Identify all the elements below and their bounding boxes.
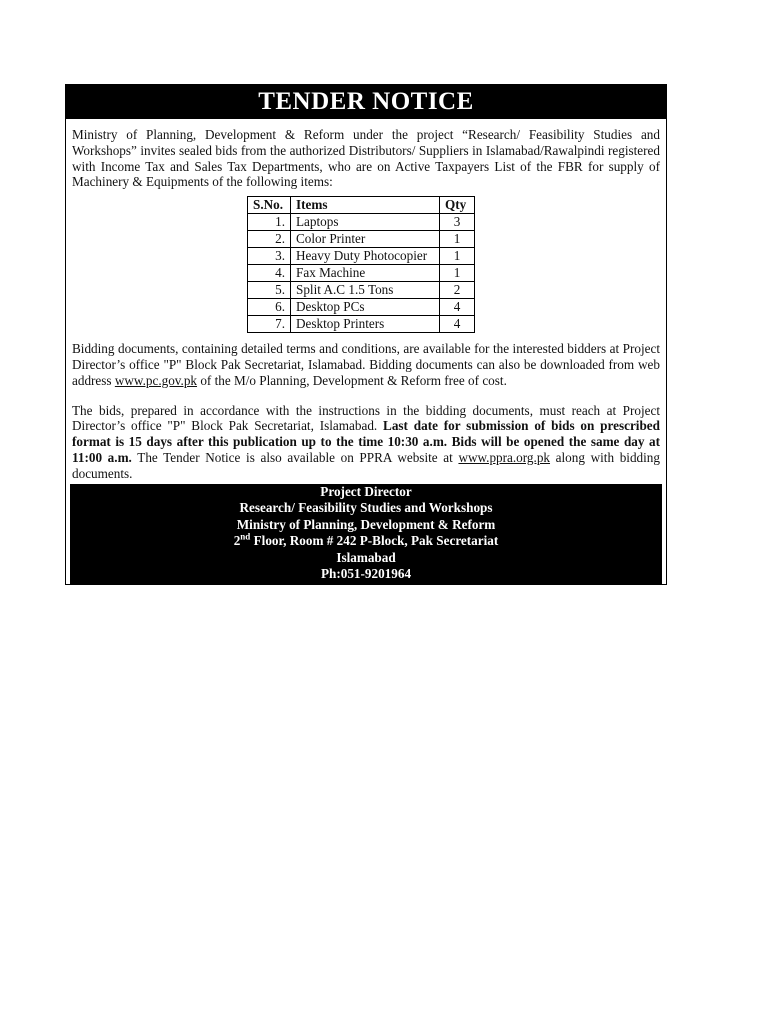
cell-item: Desktop PCs (291, 299, 440, 316)
table-row (248, 248, 475, 265)
contact-address (70, 533, 662, 550)
notice-title: TENDER NOTICE (66, 85, 666, 119)
contact-ministry: Ministry of Planning, Development & Reform (236, 516, 496, 532)
contact-title: Project Director (320, 483, 412, 499)
table-row (248, 265, 475, 282)
table-row (248, 282, 475, 299)
submission-paragraph (72, 403, 660, 482)
table-row (248, 214, 475, 231)
table-row (248, 299, 475, 316)
cell-sno: 5. (248, 282, 291, 299)
table-row (248, 231, 475, 248)
contact-project: Research/ Feasibility Studies and Workshops (239, 500, 493, 516)
bidding-docs-text: Bidding documents, containing detailed terms and conditions, are available for the interested bidders at Project Director’s office "P" Block Pak Secretariat, Islamabad. Bidding documents can also be downloaded from web address (72, 341, 660, 388)
cell-sno: 2. (248, 231, 291, 248)
cell-sno: 3. (248, 248, 291, 265)
bidding-documents-paragraph (72, 341, 660, 388)
cell-qty: 1 (440, 231, 475, 248)
cell-item: Color Printer (291, 231, 440, 248)
intro-lead: Ministry of Planning, Development & Reform under the project (72, 127, 454, 142)
contact-phone: Ph:051-9201964 (320, 566, 412, 582)
cell-item: Fax Machine (291, 265, 440, 282)
cell-qty: 4 (440, 316, 475, 333)
contact-footer (70, 484, 662, 584)
contact-city: Islamabad (336, 549, 396, 565)
cell-qty: 2 (440, 282, 475, 299)
cell-qty: 3 (440, 214, 475, 231)
ppra-link[interactable]: www.ppra.org.pk (458, 449, 551, 465)
tender-notice (65, 84, 667, 585)
items-table (247, 196, 475, 333)
cell-item: Laptops (291, 214, 440, 231)
bidding-docs-text-end: of the M/o Planning, Development & Reform free of cost. (197, 372, 507, 388)
cell-sno: 4. (248, 265, 291, 282)
floor-number: 2 (233, 533, 241, 549)
header-sno: S.No. (248, 197, 291, 214)
submission-text: The bids, prepared in accordance with the instructions in the bidding documents, must reach at Project Director’s office "P" Block Pak Secretariat, Islamabad. (72, 402, 660, 434)
cell-qty: 1 (440, 248, 475, 265)
cell-item: Split A.C 1.5 Tons (291, 282, 440, 299)
header-qty: Qty (440, 197, 475, 214)
cell-item: Desktop Printers (291, 316, 440, 333)
submission-ppra-text: The Tender Notice is also available on PPRA website at (131, 449, 459, 465)
table-header-row (248, 197, 475, 214)
cell-sno: 7. (248, 316, 291, 333)
intro-paragraph (72, 127, 660, 190)
table-row (248, 316, 475, 333)
floor-address: Floor, Room # 242 P-Block, Pak Secretariat (250, 533, 499, 549)
cell-qty: 4 (440, 299, 475, 316)
floor-suffix: nd (240, 531, 251, 542)
intro-rest: “Research/ Feasibility Studies and Workshops” invites sealed bids from the authorized Distributors/ Suppliers in Islamabad/Rawalpindi registered with Income Tax and Sales Tax Departments, who are on Active Taxpayers List of the FBR for supply of Machinery & Equipments of the following items: (72, 127, 660, 190)
submission-deadline: Last date for submission of bids on prescribed format is 15 days after this publication up to the time 10:30 a.m. Bids will be opened the same day at 11:00 a.m. (72, 418, 660, 465)
submission-text-end: along with bidding documents. (72, 449, 660, 481)
cell-sno: 1. (248, 214, 291, 231)
cell-sno: 6. (248, 299, 291, 316)
cell-qty: 1 (440, 265, 475, 282)
header-items: Items (291, 197, 440, 214)
pc-gov-link[interactable]: www.pc.gov.pk (114, 372, 198, 388)
cell-item: Heavy Duty Photocopier (291, 248, 440, 265)
